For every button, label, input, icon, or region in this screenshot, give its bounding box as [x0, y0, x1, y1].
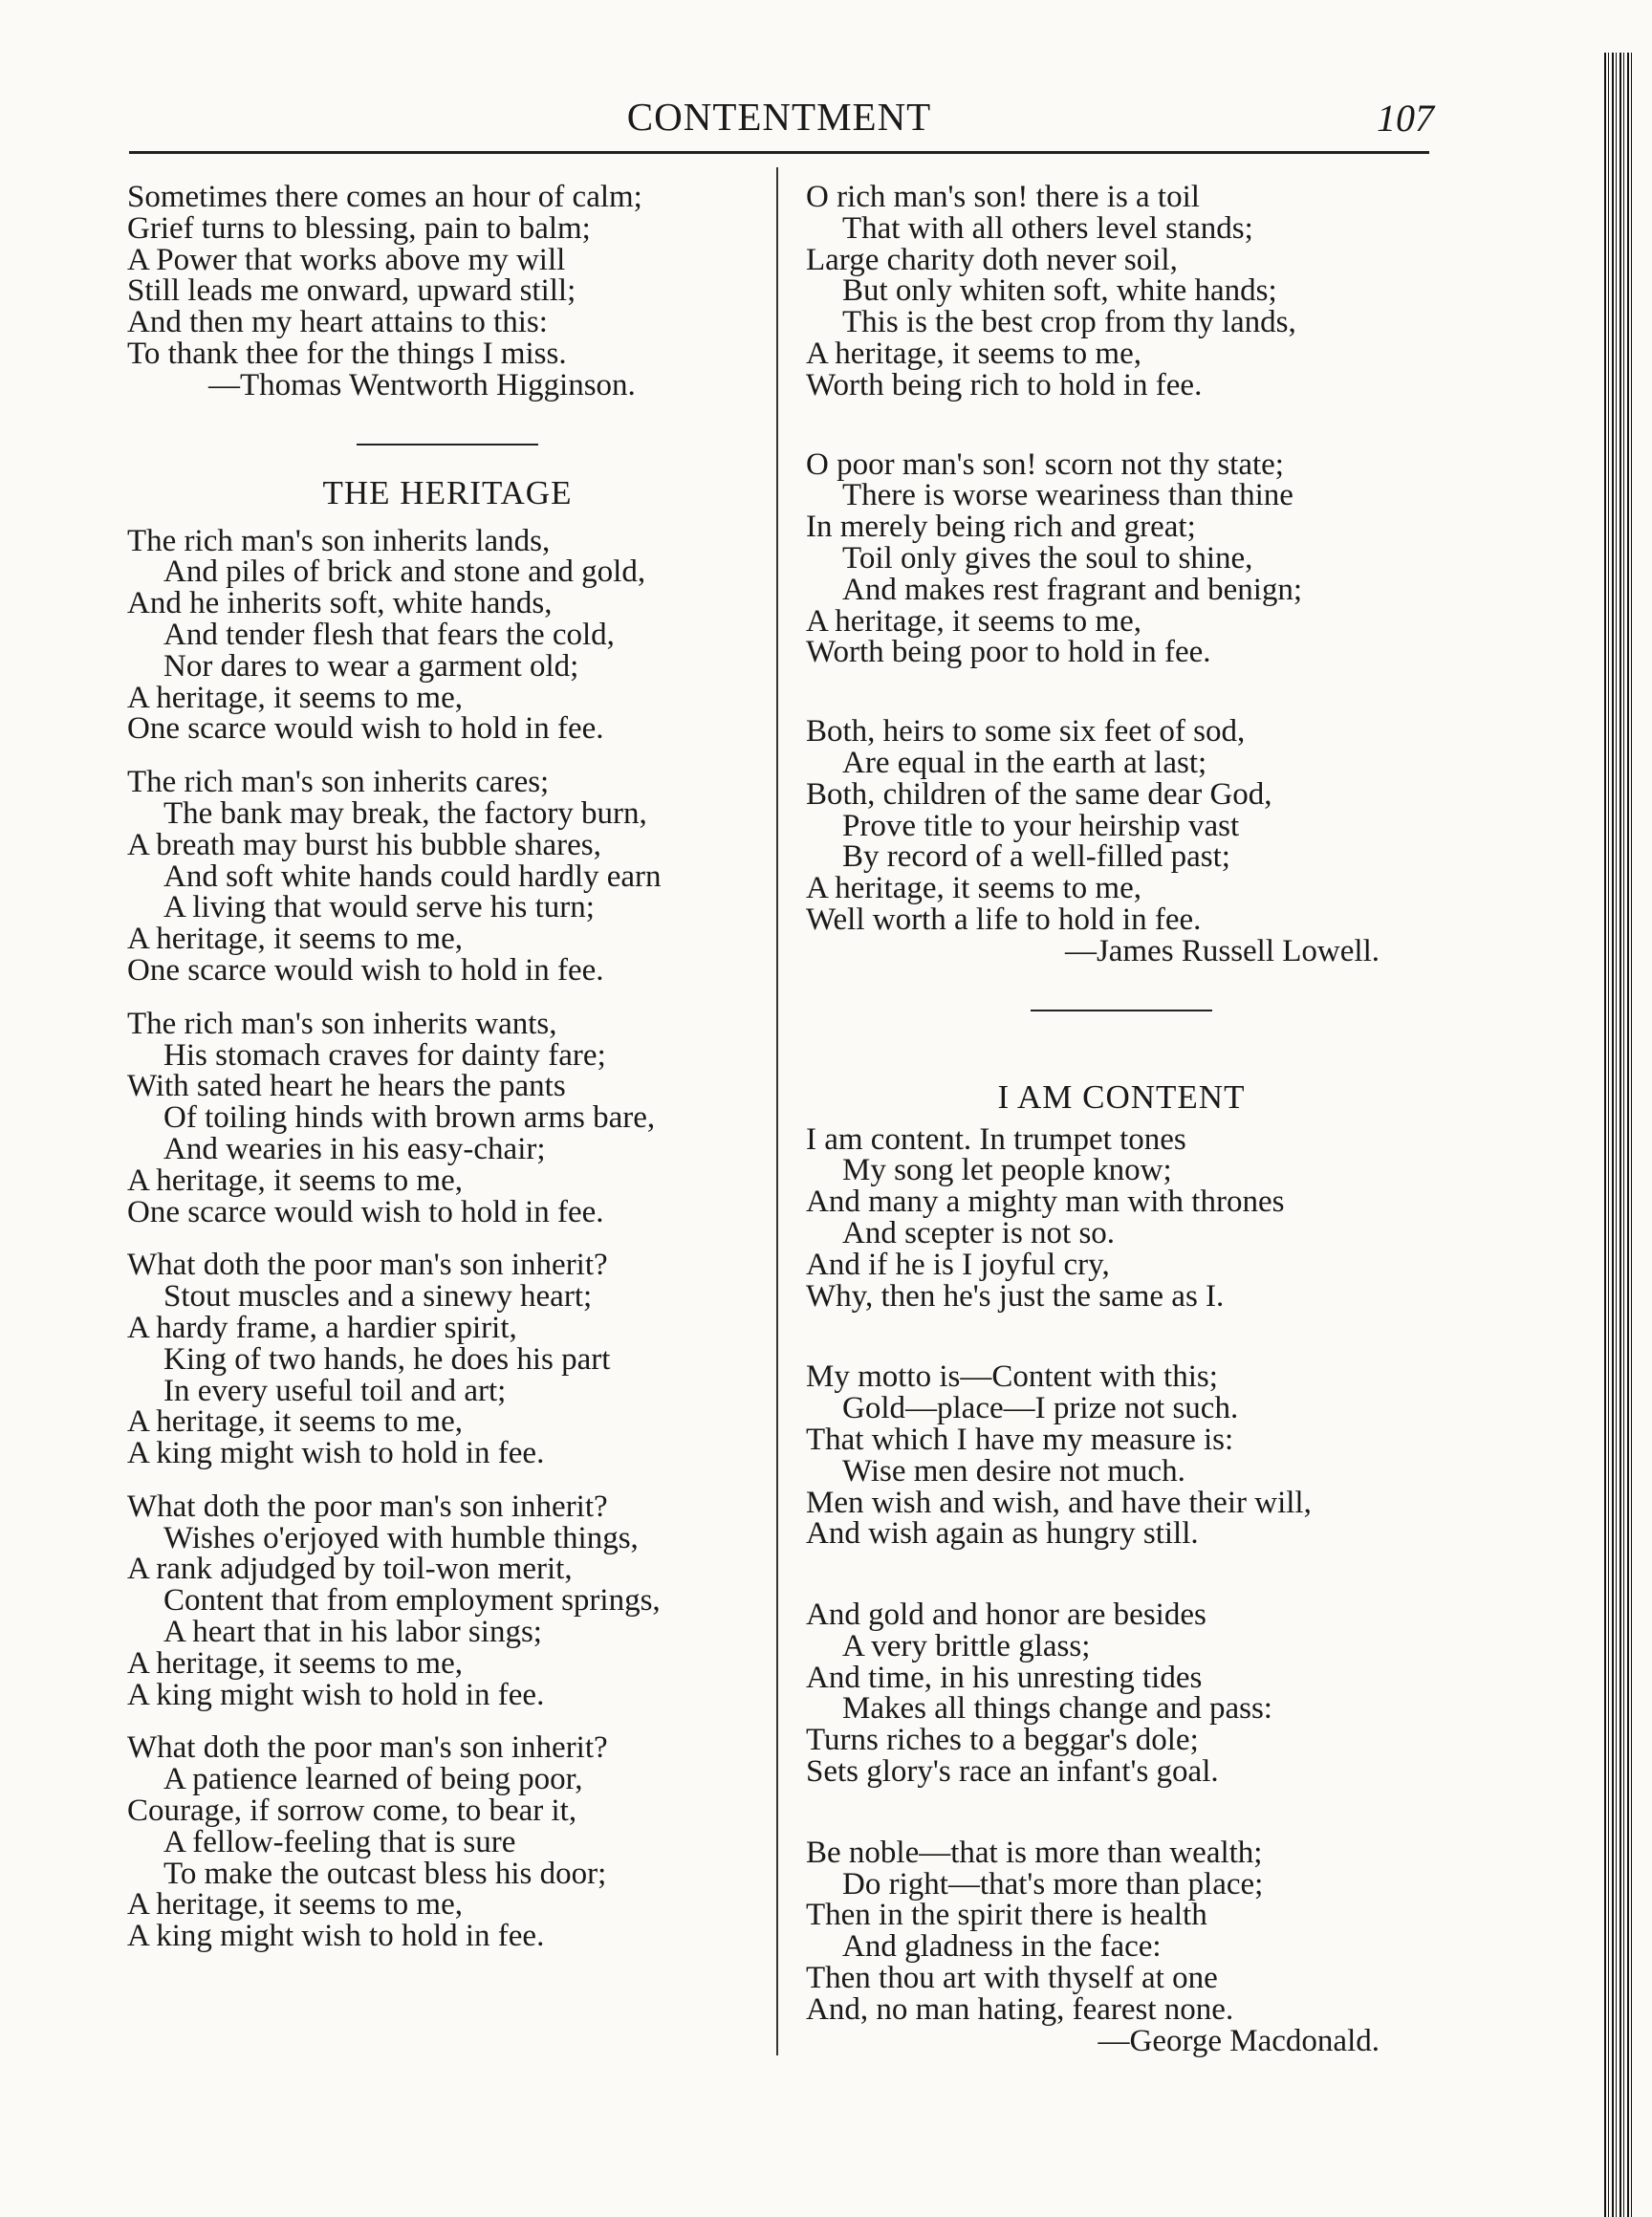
poem-stanza	[127, 1732, 768, 1952]
poem-line: And scepter is not so.	[842, 1215, 1116, 1250]
poem-line: The rich man's son inherits wants,	[127, 1006, 557, 1041]
poem-line: What doth the poor man's son inherit?	[127, 1489, 608, 1524]
poem-line: A rank adjudged by toil-won merit,	[127, 1552, 573, 1587]
poem-line: Turns riches to a beggar's dole;	[806, 1723, 1199, 1758]
poem-line: A heritage, it seems to me,	[127, 1404, 463, 1440]
poem-line: A patience learned of being poor,	[163, 1762, 583, 1797]
poem-attribution: —Thomas Wentworth Higginson.	[208, 367, 636, 402]
running-title: CONTENTMENT	[626, 95, 932, 139]
right-column	[806, 182, 1437, 2078]
section-divider	[357, 444, 538, 446]
poem-line: A king might wish to hold in fee.	[127, 1436, 545, 1471]
poem-line: A king might wish to hold in fee.	[127, 1919, 545, 1954]
column-divider	[776, 167, 778, 2055]
poem-line: A heritage, it seems to me,	[127, 1645, 463, 1681]
poem-stanza	[127, 523, 768, 747]
poem-line: And then my heart attains to this:	[127, 305, 548, 340]
poem-attribution: —James Russell Lowell.	[1064, 933, 1380, 968]
poem-line: The rich man's son inherits cares;	[127, 765, 550, 800]
poem-stanza	[806, 1837, 1437, 2057]
poem-line: This is the best crop from thy lands,	[842, 305, 1296, 340]
poem-line: Wise men desire not much.	[842, 1453, 1185, 1489]
poem-line: Both, children of the same dear God,	[806, 776, 1272, 812]
poem-line: Content that from employment springs,	[163, 1583, 661, 1619]
poem-line: Worth being rich to hold in fee.	[806, 367, 1203, 402]
poem-line: Do right—that's more than place;	[842, 1866, 1264, 1902]
poem-line: A heritage, it seems to me,	[806, 871, 1141, 906]
poem-stanza	[806, 1121, 1437, 1314]
poem-line: I am content. In trumpet tones	[806, 1121, 1186, 1157]
poem-line: Sets glory's race an infant's goal.	[806, 1754, 1219, 1790]
poem-line: A heritage, it seems to me,	[127, 922, 463, 957]
poem-line: A heritage, it seems to me,	[127, 680, 463, 715]
poem-line: Gold—place—I prize not such.	[842, 1391, 1239, 1426]
poem-line: And if he is I joyful cry,	[806, 1247, 1110, 1282]
header-rule	[129, 151, 1429, 154]
poem-line: With sated heart he hears the pants	[127, 1069, 566, 1104]
poem-line: O poor man's son! scorn not thy state;	[806, 446, 1284, 482]
poem-line: Stout muscles and a sinewy heart;	[163, 1279, 593, 1315]
poem-line: And wish again as hungry still.	[806, 1516, 1199, 1552]
poem-line: One scarce would wish to hold in fee.	[127, 1194, 604, 1229]
poem-line: Are equal in the earth at last;	[842, 745, 1207, 780]
left-column	[127, 182, 768, 1974]
section-divider	[1031, 1010, 1212, 1011]
poem-line: Prove title to your heirship vast	[842, 808, 1240, 843]
poem-line: Grief turns to blessing, pain to balm;	[127, 210, 591, 246]
poem-line: A breath may burst his bubble shares,	[127, 827, 601, 862]
poem-stanza	[806, 1361, 1437, 1550]
poem-stanza	[127, 1491, 768, 1711]
poem-line: And time, in his unresting tides	[806, 1660, 1203, 1695]
poem-line: To thank thee for the things I miss.	[127, 336, 567, 371]
poem-line: Then in the spirit there is health	[806, 1898, 1207, 1933]
poem-line: Then thou art with thyself at one	[806, 1961, 1218, 1996]
poem-line: That with all others level stands;	[842, 210, 1253, 246]
poem-line: Makes all things change and pass:	[842, 1691, 1272, 1727]
poem-line: The rich man's son inherits lands,	[127, 523, 551, 558]
poem-line: Why, then he's just the same as I.	[806, 1278, 1225, 1314]
poem-title: THE HERITAGE	[322, 473, 573, 511]
poem-line: And gold and honor are besides	[806, 1598, 1206, 1633]
poem-line: King of two hands, he does his part	[163, 1341, 611, 1377]
poem-line: Both, heirs to some six feet of sod,	[806, 714, 1246, 750]
poem-line: Toil only gives the soul to shine,	[842, 540, 1253, 576]
poem-line: Wishes o'erjoyed with humble things,	[163, 1520, 639, 1555]
poem-title: I AM CONTENT	[997, 1077, 1246, 1116]
poem-stanza	[127, 767, 768, 987]
poem-attribution: —George Macdonald.	[1098, 2023, 1380, 2058]
poem-line: By record of a well-filled past;	[842, 839, 1230, 875]
poem-stanza	[806, 716, 1437, 967]
poem-line: Courage, if sorrow come, to bear it,	[127, 1793, 577, 1829]
poem-line: The bank may break, the factory burn,	[163, 795, 647, 831]
poem-line: That which I have my measure is:	[806, 1422, 1234, 1457]
poem-line: Worth being poor to hold in fee.	[806, 635, 1211, 670]
poem-line: My song let people know;	[842, 1153, 1172, 1188]
poem-line: A living that would serve his turn;	[163, 890, 595, 925]
poem-stanza	[127, 182, 768, 402]
poem-line: Large charity doth never soil,	[806, 242, 1178, 277]
poem-line: And soft white hands could hardly earn	[163, 859, 662, 894]
poem-line: There is worse weariness than thine	[842, 478, 1293, 513]
poem-line: What doth the poor man's son inherit?	[127, 1248, 608, 1283]
poem-line: And wearies in his easy-chair;	[163, 1131, 546, 1166]
poem-line: One scarce would wish to hold in fee.	[127, 952, 604, 988]
poem-line: And piles of brick and stone and gold,	[163, 554, 646, 590]
poem-line: My motto is—Content with this;	[806, 1359, 1218, 1395]
poem-stanza	[806, 1599, 1437, 1788]
poem-line: A very brittle glass;	[842, 1628, 1091, 1663]
poem-stanza	[127, 1006, 768, 1229]
poem-line: A hardy frame, a hardier spirit,	[127, 1310, 517, 1345]
running-head	[124, 94, 1434, 141]
poem-line: Men wish and wish, and have their will,	[806, 1485, 1312, 1520]
poem-line: Sometimes there comes an hour of calm;	[127, 180, 642, 214]
poem-line: And, no man hating, fearest none.	[806, 1991, 1234, 2027]
poem-line: A heritage, it seems to me,	[806, 336, 1141, 371]
poem-stanza	[806, 182, 1437, 402]
poem-line: And makes rest fragrant and benign;	[842, 572, 1303, 607]
poem-line: A king might wish to hold in fee.	[127, 1677, 545, 1712]
poem-line: A heritage, it seems to me,	[127, 1887, 463, 1923]
poem-line: His stomach craves for dainty fare;	[163, 1037, 606, 1073]
poem-line: A heart that in his labor sings;	[163, 1615, 542, 1650]
poem-line: What doth the poor man's son inherit?	[127, 1730, 608, 1766]
poem-line: In every useful toil and art;	[163, 1373, 507, 1408]
poem-stanza	[806, 446, 1437, 670]
poem-line: In merely being rich and great;	[806, 510, 1196, 545]
poem-line: Be noble—that is more than wealth;	[806, 1835, 1263, 1870]
page-number: 107	[1377, 97, 1434, 140]
poem-line: One scarce would wish to hold in fee.	[127, 711, 604, 747]
poem-line: A heritage, it seems to me,	[127, 1163, 463, 1198]
poem-stanza	[127, 1250, 768, 1469]
poem-line: Nor dares to wear a garment old;	[163, 648, 579, 684]
poem-line: And tender flesh that fears the cold,	[163, 617, 615, 652]
poem-line: A fellow-feeling that is sure	[163, 1824, 516, 1859]
poem-line: And many a mighty man with thrones	[806, 1185, 1285, 1220]
poem-line: But only whiten soft, white hands;	[842, 273, 1277, 309]
poem-line: A Power that works above my will	[127, 242, 566, 277]
poem-line: To make the outcast bless his door;	[163, 1856, 607, 1891]
poem-line: And gladness in the face:	[842, 1929, 1162, 1965]
poem-line: A heritage, it seems to me,	[806, 603, 1141, 639]
poem-line: Still leads me onward, upward still;	[127, 273, 576, 309]
book-spine-edge	[1604, 53, 1633, 2217]
poem-line: And he inherits soft, white hands,	[127, 586, 553, 621]
poem-line: Well worth a life to hold in fee.	[806, 902, 1202, 937]
poem-line: O rich man's son! there is a toil	[806, 180, 1200, 214]
poem-line: Of toiling hinds with brown arms bare,	[163, 1100, 656, 1136]
